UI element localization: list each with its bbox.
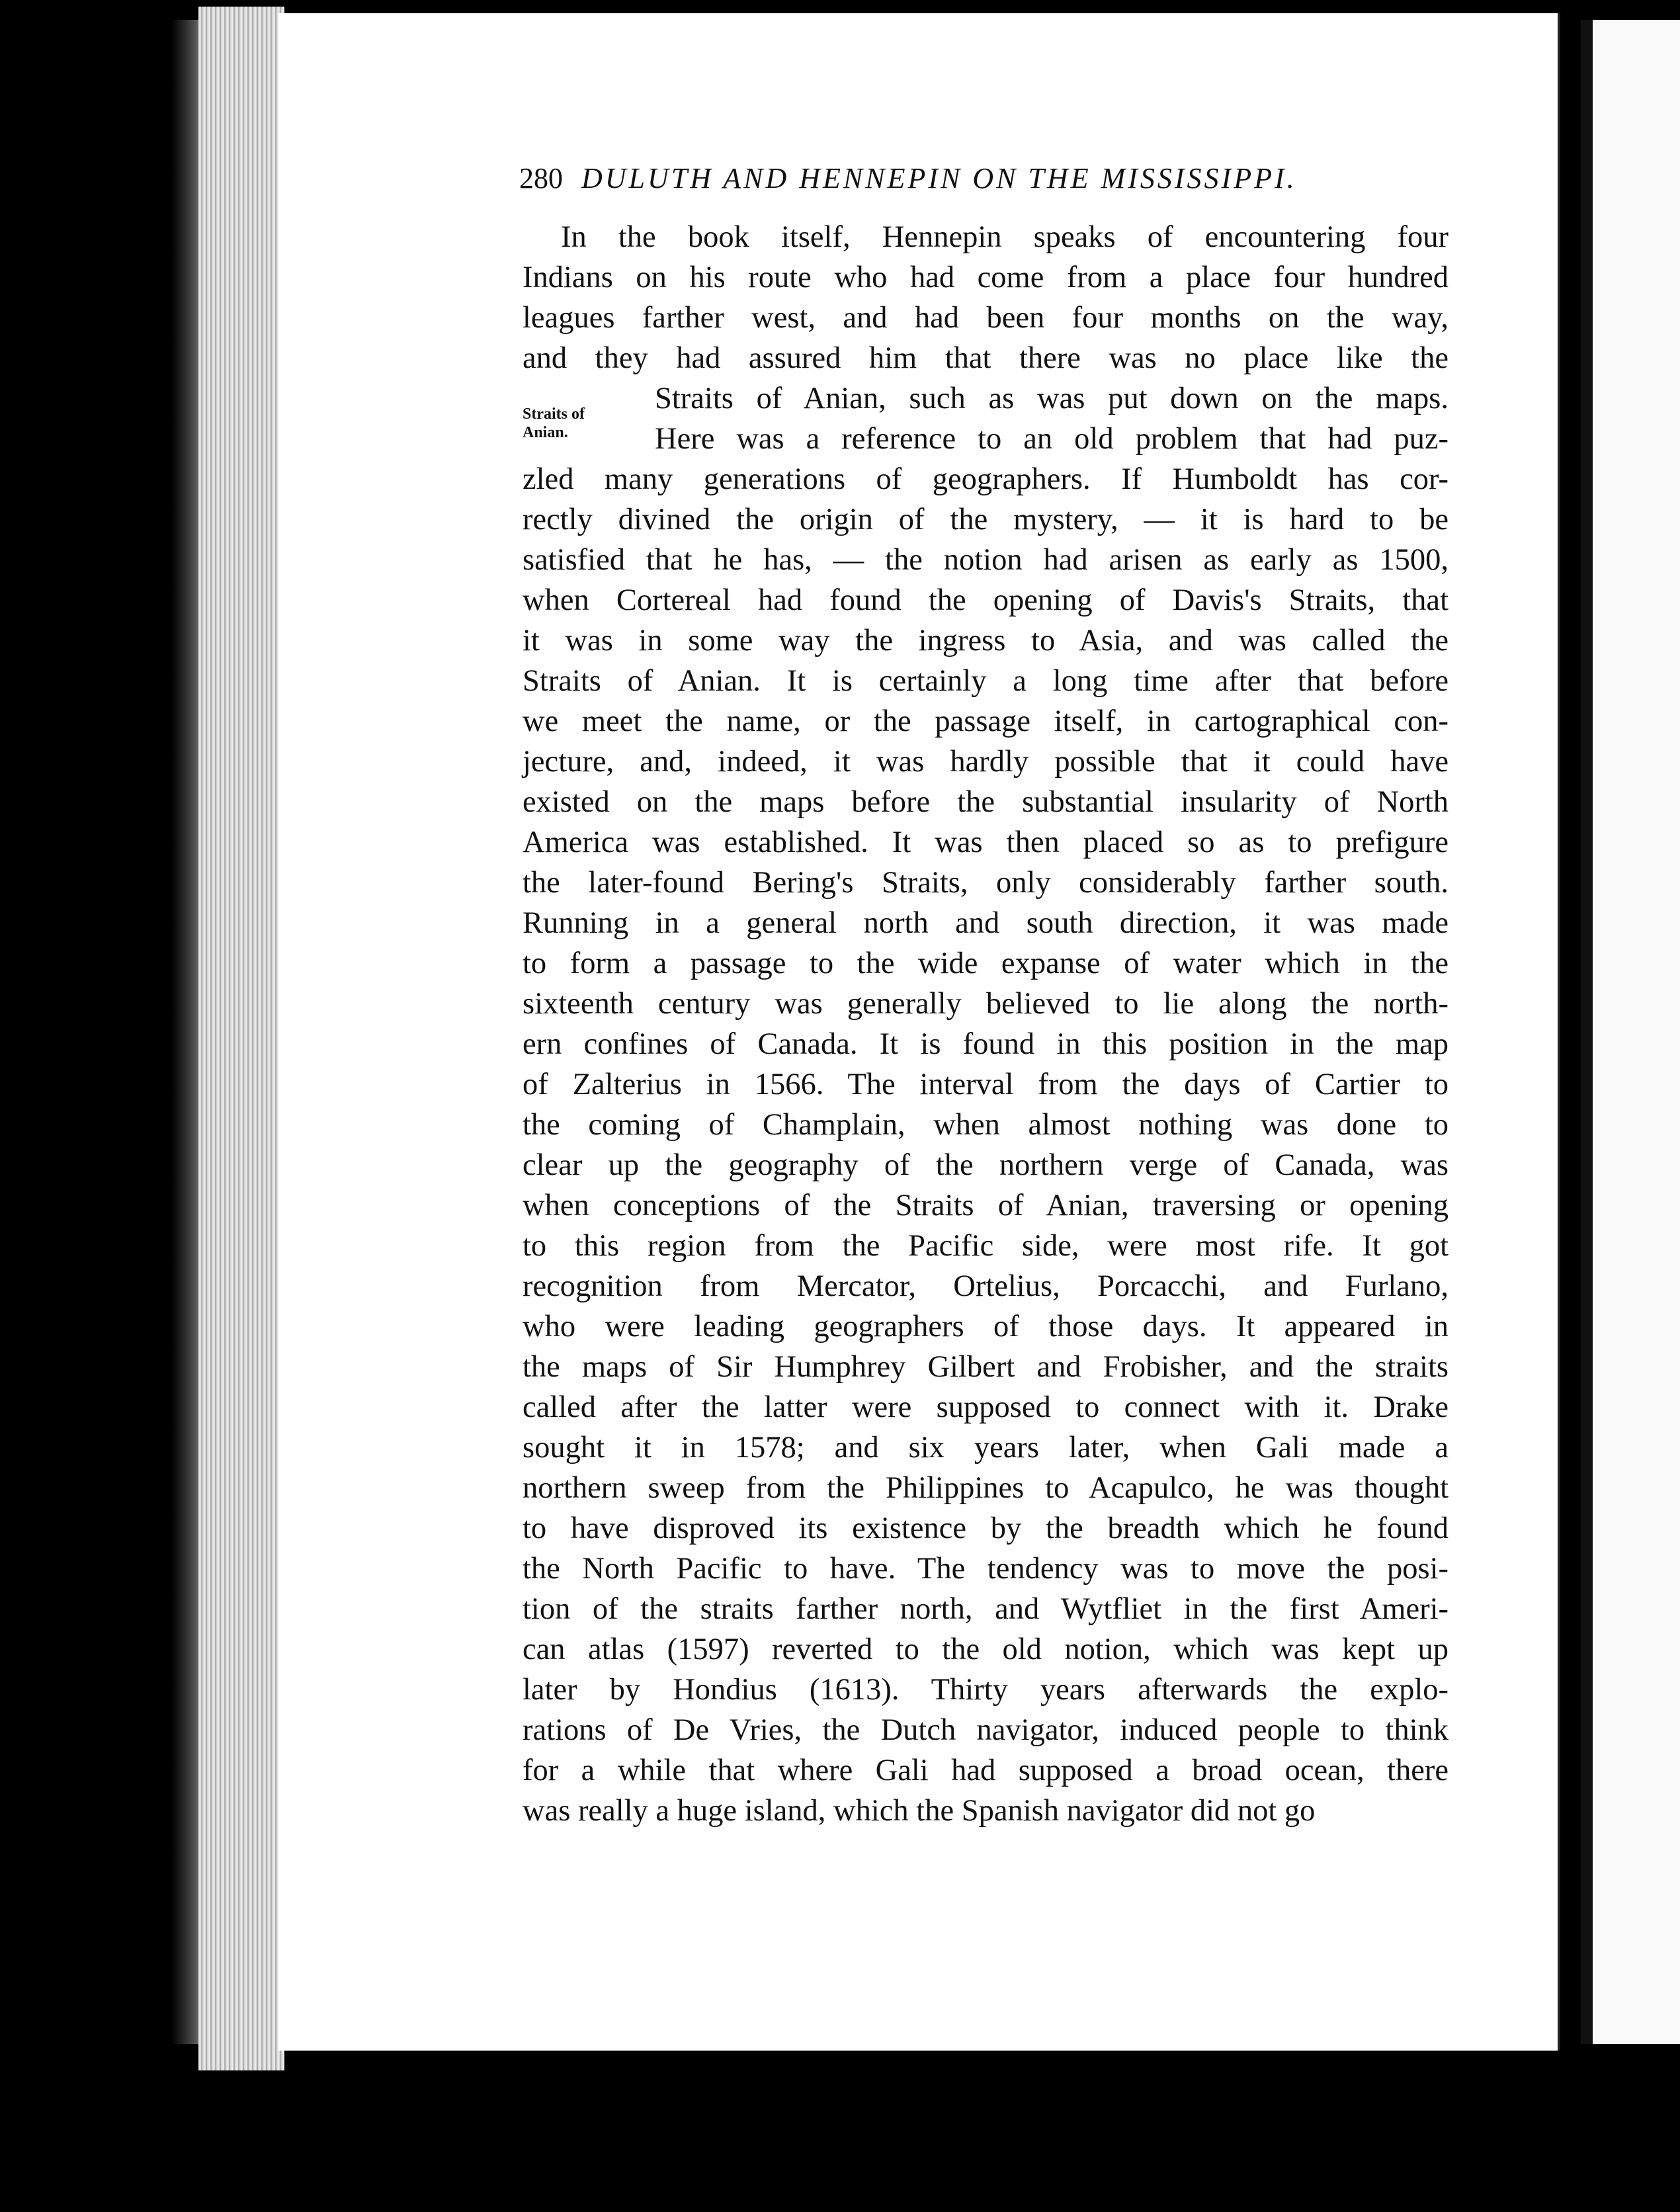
text-line: who were leading geographers of those days. It appeared in <box>523 1310 1449 1343</box>
text-line: ern confines of Canada. It is found in this position in the map <box>523 1027 1449 1061</box>
text-line: sixteenth century was generally believed to lie along the north- <box>523 987 1449 1021</box>
text-line: northern sweep from the Philippines to Acapulco, he was thought <box>523 1471 1449 1505</box>
text-line: satisfied that he has, — the notion had arisen as early as 1500, <box>523 543 1449 577</box>
margin-note-line: Straits of <box>523 405 585 423</box>
text-line: zled many generations of geographers. If Humboldt has cor- <box>523 462 1449 496</box>
text-line: can atlas (1597) reverted to the old notion, which was kept up <box>523 1633 1449 1666</box>
text-line: Indians on his route who had come from a place four hundred <box>523 261 1449 294</box>
running-title: DULUTH AND HENNEPIN ON THE MISSISSIPPI. <box>581 162 1297 194</box>
text-line: the North Pacific to have. The tendency was to move the posi- <box>523 1552 1449 1586</box>
text-line: rectly divined the origin of the mystery, — it is hard to be <box>523 503 1449 536</box>
text-line: we meet the name, or the passage itself, in cartographical con- <box>523 704 1449 738</box>
text-line: when Cortereal had found the opening of Davis's Straits, that <box>523 583 1449 617</box>
text-line: of Zalterius in 1566. The interval from the days of Cartier to <box>523 1068 1449 1101</box>
text-line: In the book itself, Hennepin speaks of encountering four <box>561 220 1449 254</box>
text-line: to form a passage to the wide expanse of water which in the <box>523 947 1449 980</box>
text-line: for a while that where Gali had supposed a broad ocean, there <box>523 1754 1449 1787</box>
text-line: clear up the geography of the northern verge of Canada, was <box>523 1148 1449 1182</box>
margin-note-line: Anian. <box>523 424 568 441</box>
text-line: Running in a general north and south direction, it was made <box>523 906 1449 940</box>
text-line: existed on the maps before the substantial insularity of North <box>523 785 1449 819</box>
book-page-edges <box>198 7 284 2070</box>
text-line: to have disproved its existence by the breadth which he found <box>523 1511 1449 1545</box>
text-line: recognition from Mercator, Ortelius, Porcacchi, and Furlano, <box>523 1269 1449 1303</box>
text-line: when conceptions of the Straits of Anian, traversing or opening <box>523 1189 1449 1222</box>
text-line: rations of De Vries, the Dutch navigator, induced people to think <box>523 1713 1449 1747</box>
text-line: the maps of Sir Humphrey Gilbert and Frobisher, and the straits <box>523 1350 1449 1384</box>
text-line: later by Hondius (1613). Thirty years afterwards the explo- <box>523 1673 1449 1707</box>
body-text <box>523 217 1449 1831</box>
text-line: the coming of Champlain, when almost nothing was done to <box>523 1108 1449 1142</box>
text-line: tion of the straits farther north, and Wytfliet in the first Ameri- <box>523 1592 1449 1626</box>
text-line: called after the latter were supposed to connect with it. Drake <box>523 1390 1449 1424</box>
text-line: the later-found Bering's Straits, only considerably farther south. <box>523 866 1449 900</box>
text-line: Straits of Anian, such as was put down on the maps. <box>655 382 1449 415</box>
text-line: was really a huge island, which the Spanish navigator did not go <box>523 1794 1316 1828</box>
text-line: to this region from the Pacific side, were most rife. It got <box>523 1229 1449 1263</box>
text-line: leagues farther west, and had been four months on the way, <box>523 301 1449 335</box>
text-line: America was established. It was then placed so as to prefigure <box>523 826 1449 859</box>
page-number: 280 <box>519 162 563 194</box>
text-line: and they had assured him that there was no place like the <box>523 341 1449 375</box>
text-line: Here was a reference to an old problem that had puz- <box>655 422 1449 456</box>
running-header <box>519 161 1386 195</box>
text-line: it was in some way the ingress to Asia, and was called the <box>523 624 1449 658</box>
text-line: jecture, and, indeed, it was hardly possible that it could have <box>523 745 1449 779</box>
text-line: Straits of Anian. It is certainly a long time after that before <box>523 664 1449 698</box>
text-line: sought it in 1578; and six years later, when Gali made a <box>523 1431 1449 1465</box>
next-page-sliver <box>1581 20 1680 2044</box>
